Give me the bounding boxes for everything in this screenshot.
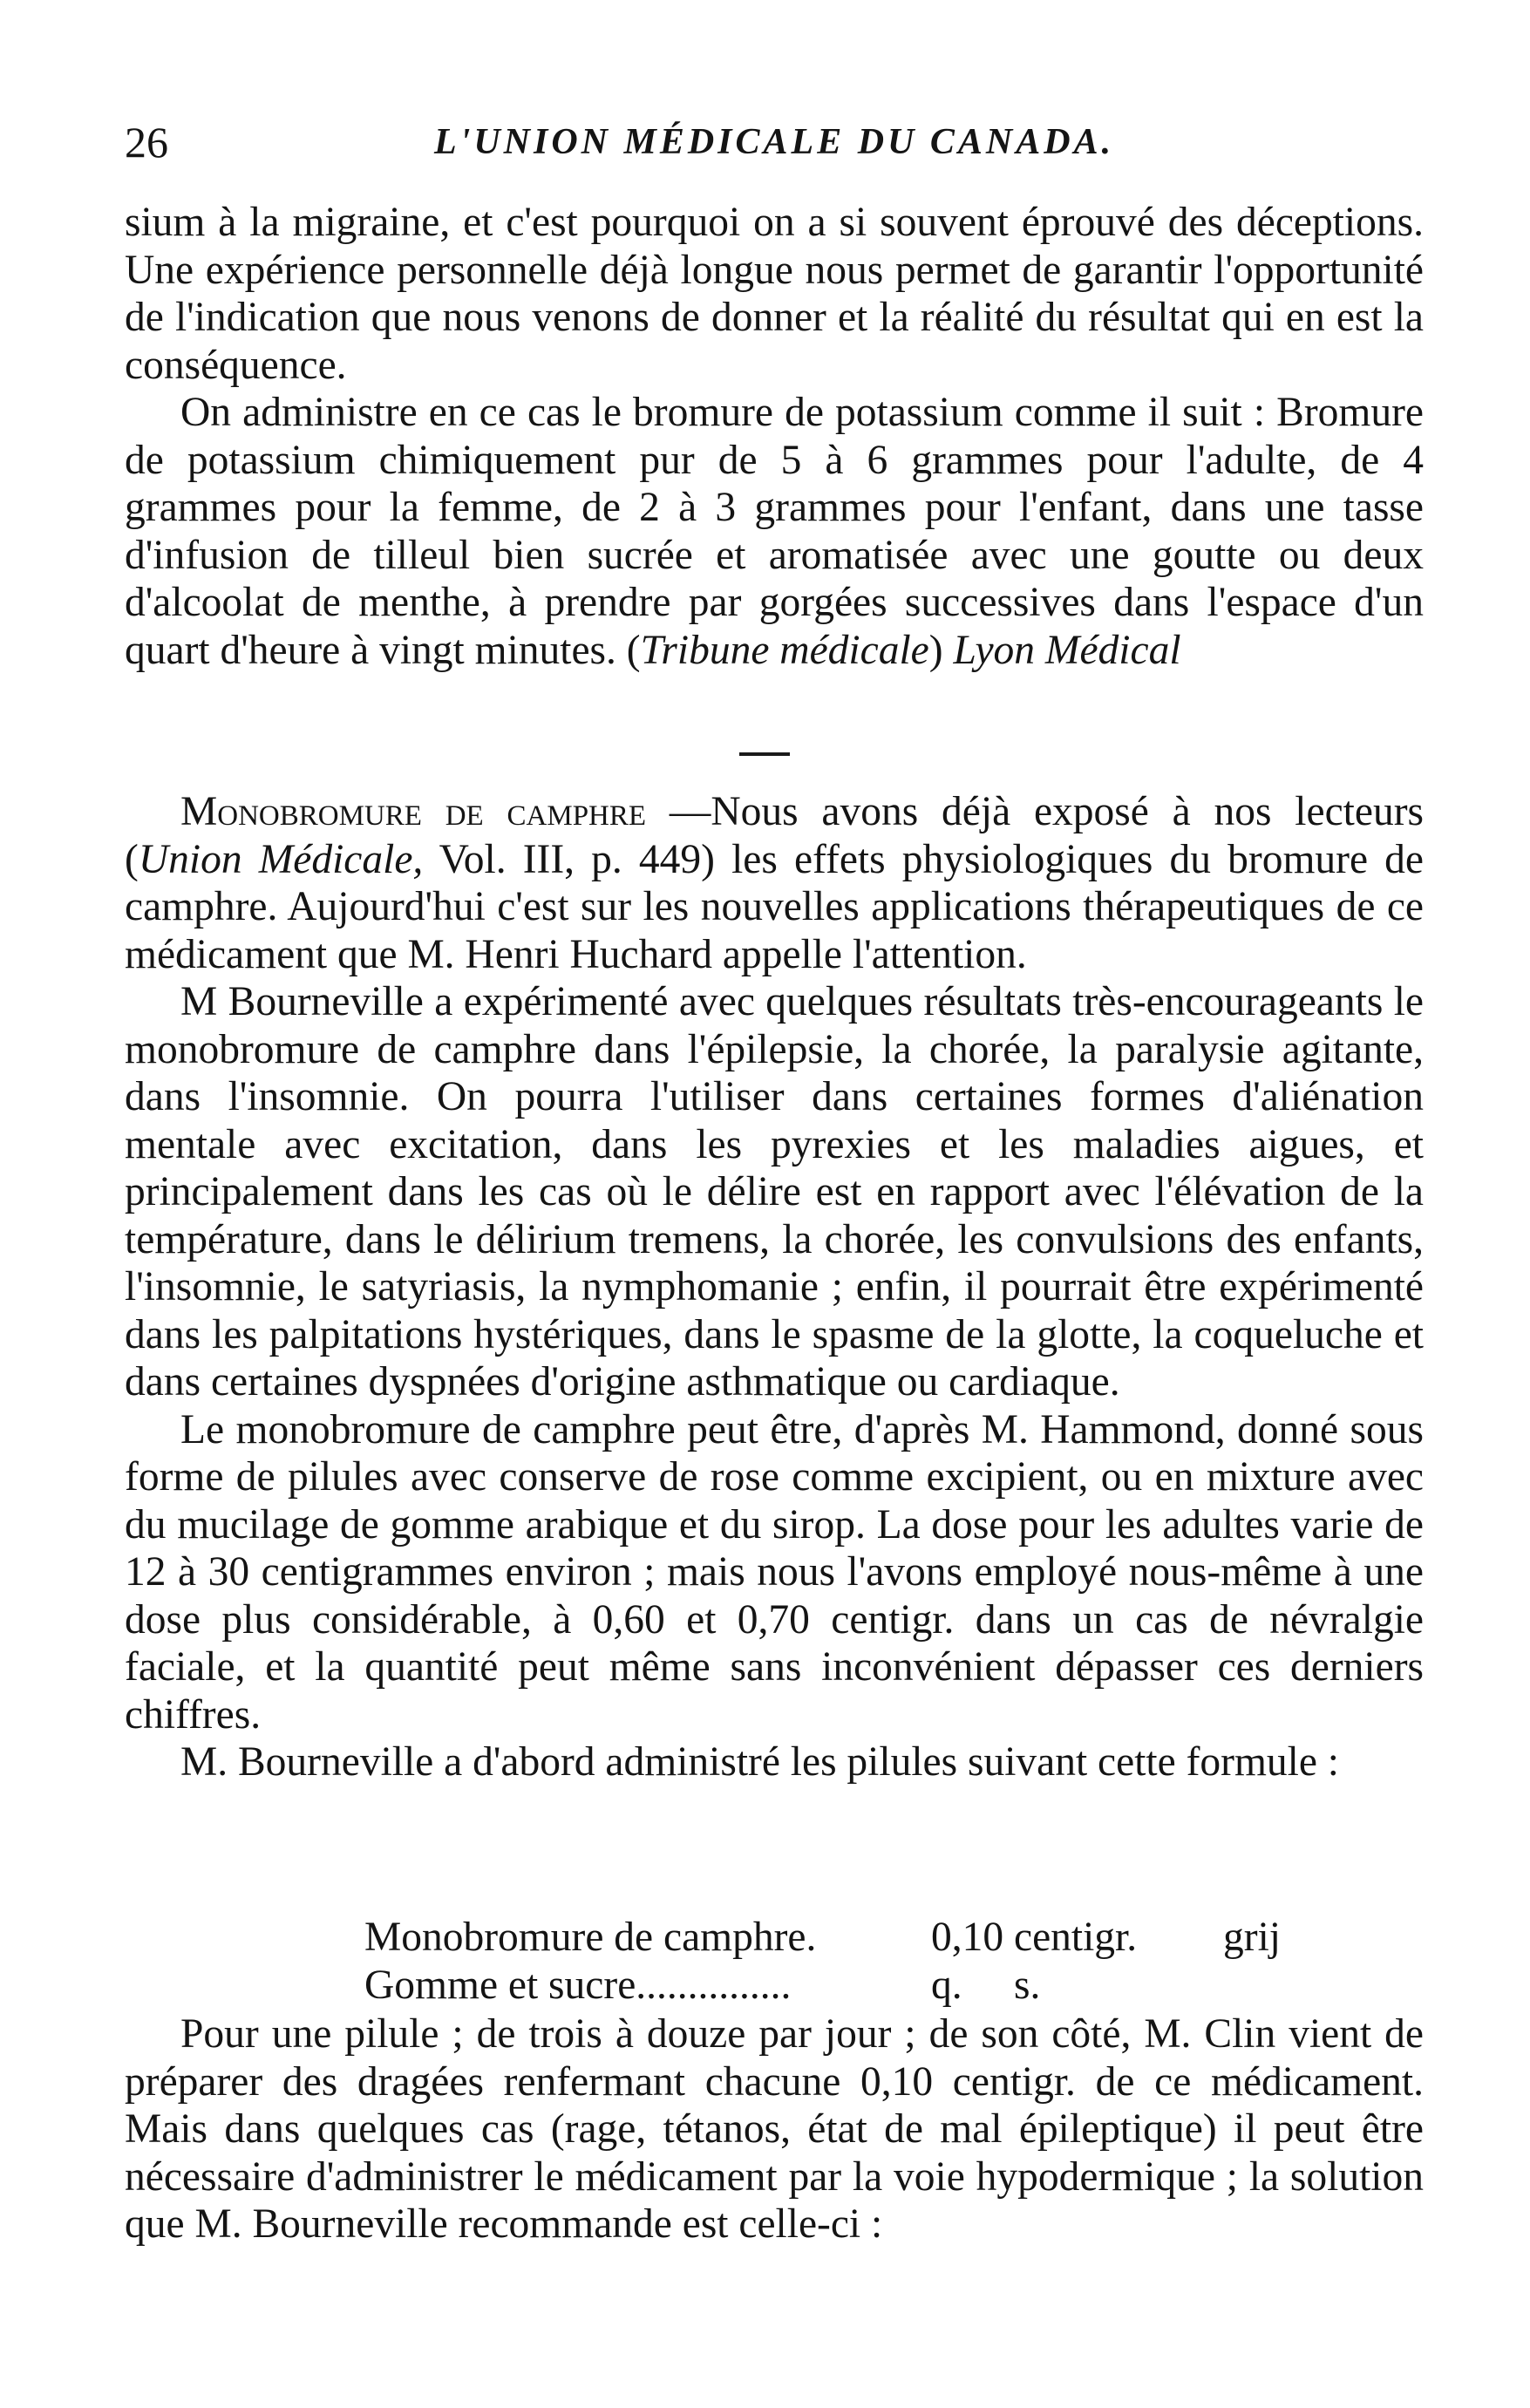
page-number: 26 xyxy=(125,118,168,167)
intro-text-b: Vol. III, p. 449) les effets physiologiques du bromure de camphre. Aujourd'hui c'est sur les nouvelles applications thérapeutiques de ce médicament que M. Henri Huchard appelle l'attention. xyxy=(125,836,1424,977)
formula-quantity: 0,10 xyxy=(931,1915,1004,1960)
intro-text-a: —Nous avons déjà exposé à nos lecteurs ( xyxy=(125,789,1424,882)
section-divider xyxy=(739,752,790,756)
formula-ingredient: Gomme et sucre............... xyxy=(364,1962,792,2008)
paragraph-migraine: sium à la migraine, et c'est pourquoi on a si souvent éprouvé des déceptions. Une expérience personnelle déjà longue nous permet de garantir l'opportunité de l'indication que nous venons de donner et la réalité du résultat qui en est la conséquence. xyxy=(125,200,1424,388)
paragraph-hammond: Le monobromure de camphre peut être, d'après M. Hammond, donné sous forme de pilules avec conserve de rose comme excipient, ou en mixture avec du mucilage de gomme arabique et du sirop. La dose pour les adultes varie de 12 à 30 centigrammes environ ; mais nous l'avons employé nous-même à une dose plus considérable, à 0,60 et 0,70 centigr. dans un cas de névralgie faciale, et la quantité peut même sans inconvénient dépasser ces derniers chiffres. xyxy=(125,1406,1424,1738)
formula-block xyxy=(364,1914,1411,2009)
paragraph-formula-intro: M. Bourneville a d'abord administré les pilules suivant cette formule : xyxy=(180,1739,1340,1785)
bromure-section xyxy=(125,199,1424,674)
page-header xyxy=(125,112,1432,173)
formula-unit: s. xyxy=(1014,1962,1041,2008)
paragraph-bourneville: M Bourneville a expérimenté avec quelques résultats très-encourageants le monobromure de camphre dans l'épilepsie, la chorée, la paralysie agitante, dans l'insomnie. On pourra l'utiliser dans certaines formes d'aliénation mentale avec excitation, dans les pyrexies et les maladies aigues, et principalement dans les cas où le délire est en rapport avec l'élévation de la température, dans le délirium tremens, la chorée, les convulsions des enfants, l'insomnie, le satyriasis, la nymphomanie ; enfin, il pourrait être expérimenté dans les palpitations hystériques, dans le spasme de la glotte, la coqueluche et dans certaines dyspnées d'origine asthmatique ou cardiaque. xyxy=(125,979,1424,1405)
dosage-section xyxy=(125,2010,1424,2248)
source-tribune: Tribune médicale xyxy=(640,627,929,673)
running-head: L'UNION MÉDICALE DU CANADA. xyxy=(434,122,1115,162)
source-separator: ) xyxy=(928,627,954,673)
paragraph-administration xyxy=(125,389,1424,674)
formula-unit: centigr. xyxy=(1014,1915,1138,1960)
formula-quantity: q. xyxy=(931,1962,962,2008)
formula-row xyxy=(364,1914,1411,1962)
formula-row xyxy=(364,1962,1411,2010)
section-title: Monobromure de camphre xyxy=(180,789,647,834)
paragraph-dosage: Pour une pilule ; de trois à douze par jour ; de son côté, M. Clin vient de préparer des dragées renfermant chacune 0,10 centigr. de ce médicament. Mais dans quelques cas (rage, tétanos, état de mal épileptique) il peut être nécessaire d'administrer le médicament par la voie hypodermique ; la solution que M. Bourneville recommande est celle-ci : xyxy=(125,2011,1424,2247)
formula-ingredient: Monobromure de camphre. xyxy=(364,1915,817,1960)
source-lyon: Lyon Médical xyxy=(953,627,1181,673)
formula-extra: grij xyxy=(1223,1915,1281,1960)
administration-text: On administre en ce cas le bromure de potassium comme il suit : Bromure de potassium chimiquement pur de 5 à 6 grammes pour l'adulte, de 4 grammes pour la femme, de 2 à 3 grammes pour l'enfant, dans une tasse d'infusion de tilleul bien sucrée et aromatisée avec une goutte ou deux d'alcoolat de menthe, à prendre par gorgées successives dans l'espace d'un quart d'heure à vingt minutes. ( xyxy=(125,390,1424,673)
paragraph-intro xyxy=(125,788,1424,978)
journal-reference: Union Médicale, xyxy=(138,836,424,882)
monobromure-section xyxy=(125,788,1424,1786)
